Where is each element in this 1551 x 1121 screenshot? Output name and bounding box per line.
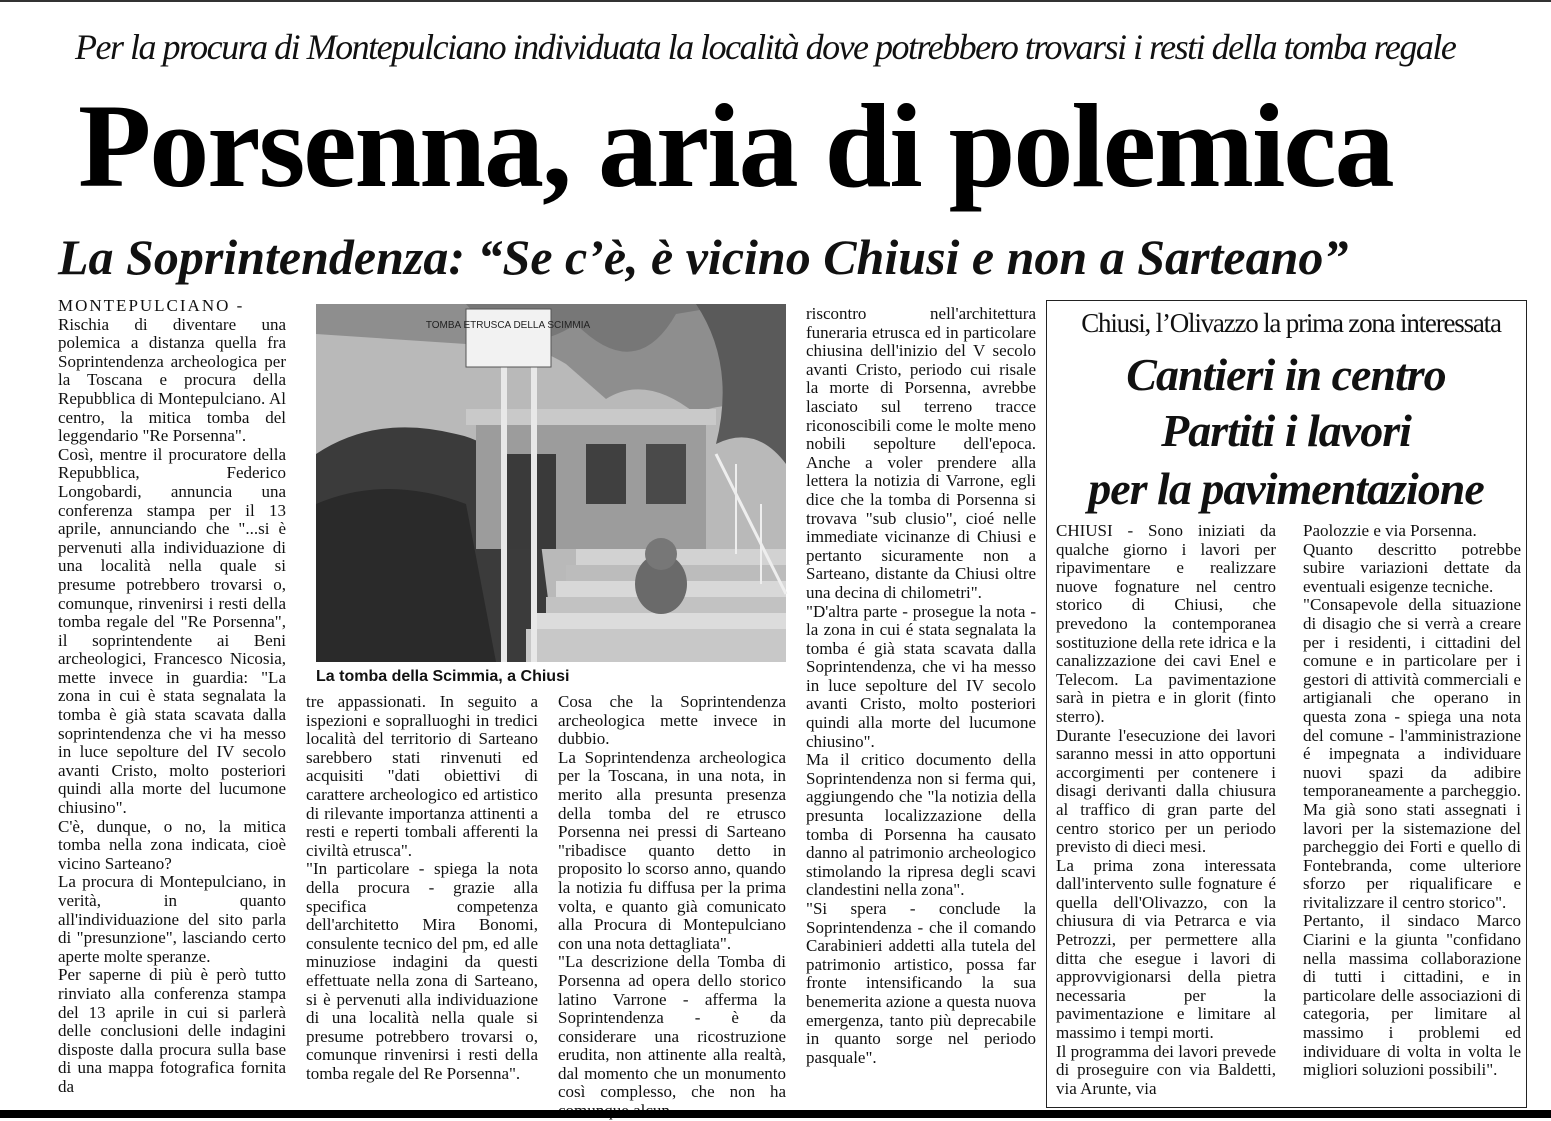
article-column-2 — [306, 693, 538, 1109]
paragraph: tre appassionati. In seguito a ispezioni e sopralluoghi in tredici località del territorio di Sarteano sarebbero stati rinvenuti ed acquisiti "dati obiettivi di carattere archeologico ed artistico di rilevante importanza attinenti a resti e reperti tombali afferenti la civiltà etrusca". — [306, 692, 538, 860]
paragraph: Quanto descritto potrebbe subire variazioni dettate da eventuali esigenze tecniche. — [1303, 539, 1521, 596]
paragraph: La procura di Montepulciano, in verità, in quanto all'individuazione del sito parla di "presunzione", lasciando certo aperte molte speranze. — [58, 872, 286, 966]
sidebar-column-1 — [1056, 522, 1276, 1107]
article-column-4 — [806, 305, 1036, 1109]
top-rule — [0, 0, 1551, 2]
photo-illustration — [316, 304, 786, 662]
kicker: Per la procura di Montepulciano individuata la località dove potrebbero trovarsi i resti della tomba regale — [75, 27, 1456, 67]
photo-tomba-della-scimmia — [316, 304, 786, 662]
article-column-3 — [558, 693, 786, 1109]
paragraph: Pertanto, il sindaco Marco Ciarini e la giunta "confidano nella massima collaborazione di tutti i cittadini, e in particolare delle associazioni di categoria, per limitare al massimo i problemi ed individuare di volta in volta le migliori soluzioni possibili". — [1303, 911, 1521, 1080]
paragraph: "La descrizione della Tomba di Porsenna ad opera dello storico latino Varrone - afferma la Soprintendenza - è da considerare una ricostruzione erudita, non attinente alla realtà, dal momento che un monumento così complesso, che non ha — [558, 952, 786, 1102]
paragraph: "In particolare - spiega la nota della procura - grazie alla specifica competenza dell'architetto Mira Bonomi, consulente tecnico del pm, ed alle minuziose indagini da questi effettuate nella zona di Sarteano, si è pervenuti alla individuazione di una località nella quale si presume potrebbero trovarsi o, comunque rinvenirsi i resti della tomba regale del Re Porsenna". — [306, 859, 538, 1083]
paragraph: Il programma dei lavori prevede di proseguire con via Baldetti, via Arunte, via — [1056, 1041, 1276, 1098]
paragraph: Così, mentre il procuratore della Repubblica, Federico Longobardi, annuncia una conferenza stampa per il 13 aprile, annunciando che "...si è pervenuti alla individuazione di una località nella quale si presume potrebbero trovarsi o, comunque, rinvenirsi i resti della tomba regale del "Re Porsenna", il soprintendente ai Beni archeologici, Francesco Nicosia, mette invece in guardia: "La zona in cui è stata segnalata la tomba è già stata scavata dalla soprintendenza che vi ha messo in luce sepolture del IV secolo avanti Cristo, molto posteriori quindi alla morte del lucumone chiusino". — [58, 444, 286, 818]
sidebar-kicker: Chiusi, l’Olivazzo la prima zona interessata — [1081, 308, 1501, 338]
sidebar-title-line-2: Partiti i lavori — [1161, 405, 1411, 456]
paragraph: La Soprintendenza archeologica per la Toscana, in una nota, in merito alla presunta presenza della tomba del re etrusco Porsenna nei pressi di Sarteano "ribadisce quanto detto in proposito lo scorso anno, quando la notizia fu diffusa per la prima volta, e quanto già comunicato alla Procura di Montepulciano con una nota dettagliata". — [558, 747, 786, 953]
bottom-rule — [0, 1110, 1551, 1118]
paragraph: Durante l'esecuzione dei lavori saranno messi in atto opportuni accorgimenti per contenere i disagi derivanti dalla chiusura al traffico di gran parte del centro storico per un periodo previsto di dieci mesi. — [1056, 725, 1276, 857]
paragraph: CHIUSI - Sono iniziati da qualche giorno i lavori per ripavimentare e realizzare nuove fognature nel centro storico di Chiusi, che prevedono la contemporanea sostituzione della rete idrica e la canalizzazione dei cavi Enel e Telecom. La pavimentazione sarà in pietra e in glorit (finto sterro). — [1056, 521, 1276, 726]
paragraph: La prima zona interessata dall'intervento sulle fognature é quella dell'Olivazzo, con la chiusura di via Petrarca e via Petrozzi, per permettere alla ditta che esegue i lavori di approvvigionarsi della pietra necessaria per la pavimentazione e limitare al massimo i tempi morti. — [1056, 855, 1276, 1043]
paragraph: Rischia di diventare una polemica a distanza quella fra Soprintendenza archeologica per la Toscana e procura della Repubblica di Montepulciano. Al centro, la mitica tomba del leggendario "Re Porsenna". — [58, 314, 286, 446]
headline: Porsenna, aria di polemica — [78, 79, 1393, 212]
sidebar-title-line-1: Cantieri in centro — [1126, 349, 1446, 400]
paragraph: Paolozzie e via Porsenna. — [1303, 521, 1477, 540]
paragraph: C'è, dunque, o no, la mitica tomba nella zona indicata, cioè vicino Sarteano? — [58, 816, 286, 873]
paragraph: Cosa che la Soprintendenza archeologica mette invece in dubbio. — [558, 692, 786, 749]
sidebar-title-line-3: per la pavimentazione — [1088, 463, 1484, 514]
sign-text: TOMBA ETRUSCA DELLA SCIMMIA — [425, 320, 591, 331]
photo-caption: La tomba della Scimmia, a Chiusi — [316, 668, 570, 685]
subheadline: La Soprintendenza: “Se c’è, è vicino Chiusi e non a Sarteano” — [58, 229, 1349, 285]
article-column-1 — [58, 297, 286, 1109]
dateline: MONTEPULCIANO - — [58, 296, 245, 315]
sidebar-column-2 — [1303, 522, 1521, 1107]
paragraph: Per saperne di più è però tutto rinviato alla conferenza stampa del 13 aprile in cui si parlerà delle conclusioni delle indagini disposte dalla procura sulla base di una mappa fotografica fornita da — [58, 965, 286, 1096]
paragraph: "Si spera - conclude la Soprintendenza - che il comando Carabinieri addetti alla tutela del patrimonio artistico, possa far fronte intensificando la sua benemerita azione a questa nuova emergenza, tanto più deprecabile in quanto sorge nel periodo pasquale". — [806, 899, 1036, 1067]
paragraph: "Consapevole della situazione di disagio che si verrà a creare per i residenti, i cittadini del comune e in particolare per i gestori di attività commerciali e artigianali che operano in questa zona - spiega una nota del comune - l'amministrazione é impegnata a individuare nuovi spazi da adibire temporaneamente a parcheggio. Ma già sono stati assegnati i lavori per la sistemazione del parcheggio dei Forti e quello di Fontebranda, come ulteriore sforzo per riqualificare e rivitalizzare il centro storico". — [1303, 595, 1521, 912]
paragraph: "D'altra parte - prosegue la nota - la zona in cui é stata segnalata la tomba é già stata scavata dalla Soprintendenza, che vi ha messo in luce sepolture del IV secolo avanti Cristo, molto posteriori quindi alla morte del lucumone chiusino". — [806, 601, 1036, 751]
paragraph: riscontro nell'architettura funeraria etrusca ed in particolare chiusina dell'inizio del V secolo avanti Cristo, periodo cui risale la morte di Porsenna, avrebbe lasciato sul terreno tracce riconoscibili come le molte meno nobili sepolture dell'epoca. Anche a voler prendere alla lettera la notizia di Varrone, egli dice che la tomba di Porsenna si trovava "sub clusio", cioé nelle immediate vicinanze di Chiusi e pertanto sicuramente non a Sarteano, distante da Chiusi oltre una decina di chilometri". — [806, 304, 1036, 602]
paragraph: Ma il critico documento della Soprintendenza non si ferma qui, aggiungendo che "la notizia della presunta localizzazione della tomba di Porsenna ha causato danno al patrimonio archeologico stimolando la ripresa degli scavi clandestini nella zona". — [806, 750, 1036, 900]
